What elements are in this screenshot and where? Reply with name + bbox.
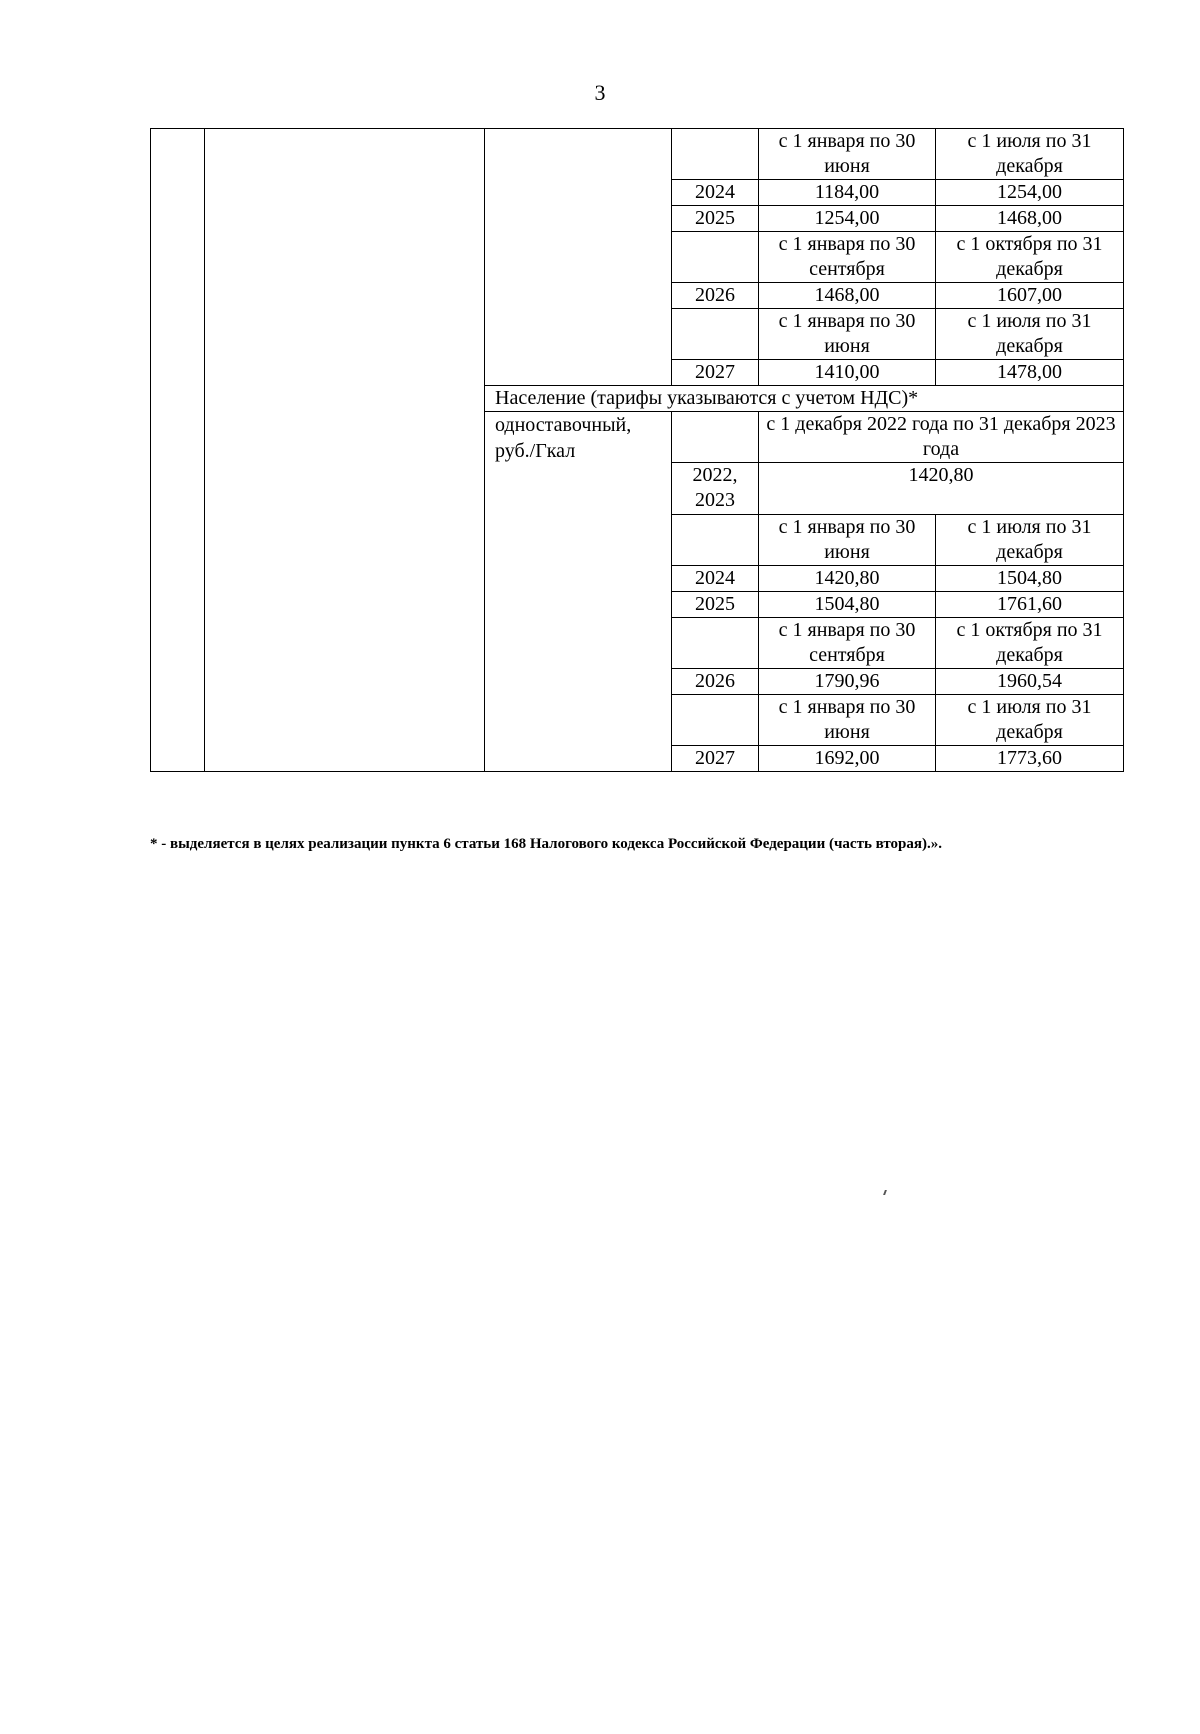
table-row <box>151 129 1124 180</box>
value-cell-first-half: 1254,00 <box>759 206 936 232</box>
rate-type-label: одноставочный, руб./Гкал <box>485 412 672 772</box>
organization-column-cell <box>205 129 485 772</box>
value-cell-second-half: 1773,60 <box>936 746 1124 772</box>
value-cell-second-half: 1504,80 <box>936 566 1124 592</box>
period-cell-second-half: с 1 июля по 31 декабря <box>936 515 1124 566</box>
page-number: 3 <box>594 80 606 105</box>
year-cell: 2025 <box>672 592 759 618</box>
year-cell: 2024 <box>672 180 759 206</box>
year-cell <box>672 515 759 566</box>
year-cell <box>672 695 759 746</box>
year-cell: 2026 <box>672 669 759 695</box>
period-cell-second-half: с 1 октября по 31 декабря <box>936 232 1124 283</box>
period-cell-second-half: с 1 июля по 31 декабря <box>936 129 1124 180</box>
category-column-cell <box>485 129 672 386</box>
year-cell: 2025 <box>672 206 759 232</box>
value-cell-second-half: 1960,54 <box>936 669 1124 695</box>
value-cell-first-half: 1410,00 <box>759 360 936 386</box>
value-cell-first-half: 1790,96 <box>759 669 936 695</box>
year-cell: 2026 <box>672 283 759 309</box>
tariff-table <box>150 128 1124 772</box>
period-cell-first-half: с 1 января по 30 сентября <box>759 232 936 283</box>
value-cell-first-half: 1468,00 <box>759 283 936 309</box>
year-cell: 2027 <box>672 360 759 386</box>
value-cell-first-half: 1692,00 <box>759 746 936 772</box>
value-cell-first-half: 1420,80 <box>759 566 936 592</box>
year-cell <box>672 129 759 180</box>
year-cell <box>672 618 759 669</box>
value-cell-second-half: 1607,00 <box>936 283 1124 309</box>
period-cell-first-half: с 1 января по 30 июня <box>759 129 936 180</box>
value-cell-second-half: 1761,60 <box>936 592 1124 618</box>
footnote: * - выделяется в целях реализации пункта 6 статьи 168 Налогового кодекса Российской Федерации (часть вторая).». <box>150 836 942 852</box>
value-cell-first-half: 1504,80 <box>759 592 936 618</box>
value-cell-second-half: 1254,00 <box>936 180 1124 206</box>
period-cell-second-half: с 1 июля по 31 декабря <box>936 309 1124 360</box>
year-cell: 2022, 2023 <box>672 463 759 515</box>
value-cell-full: 1420,80 <box>759 463 1124 515</box>
value-cell-second-half: 1468,00 <box>936 206 1124 232</box>
number-column-cell <box>151 129 205 772</box>
period-cell-first-half: с 1 января по 30 июня <box>759 515 936 566</box>
value-cell-second-half: 1478,00 <box>936 360 1124 386</box>
period-cell-second-half: с 1 июля по 31 декабря <box>936 695 1124 746</box>
year-cell: 2027 <box>672 746 759 772</box>
tariff-table-body <box>151 129 1124 772</box>
year-cell <box>672 309 759 360</box>
scan-mark <box>883 1190 887 1195</box>
year-cell <box>672 232 759 283</box>
year-cell: 2024 <box>672 566 759 592</box>
value-cell-first-half: 1184,00 <box>759 180 936 206</box>
period-cell-first-half: с 1 января по 30 сентября <box>759 618 936 669</box>
period-cell-first-half: с 1 января по 30 июня <box>759 695 936 746</box>
period-cell-first-half: с 1 января по 30 июня <box>759 309 936 360</box>
year-cell <box>672 412 759 463</box>
population-header: Население (тарифы указываются с учетом НДС)* <box>485 386 1124 412</box>
period-cell-full: с 1 декабря 2022 года по 31 декабря 2023 года <box>759 412 1124 463</box>
period-cell-second-half: с 1 октября по 31 декабря <box>936 618 1124 669</box>
